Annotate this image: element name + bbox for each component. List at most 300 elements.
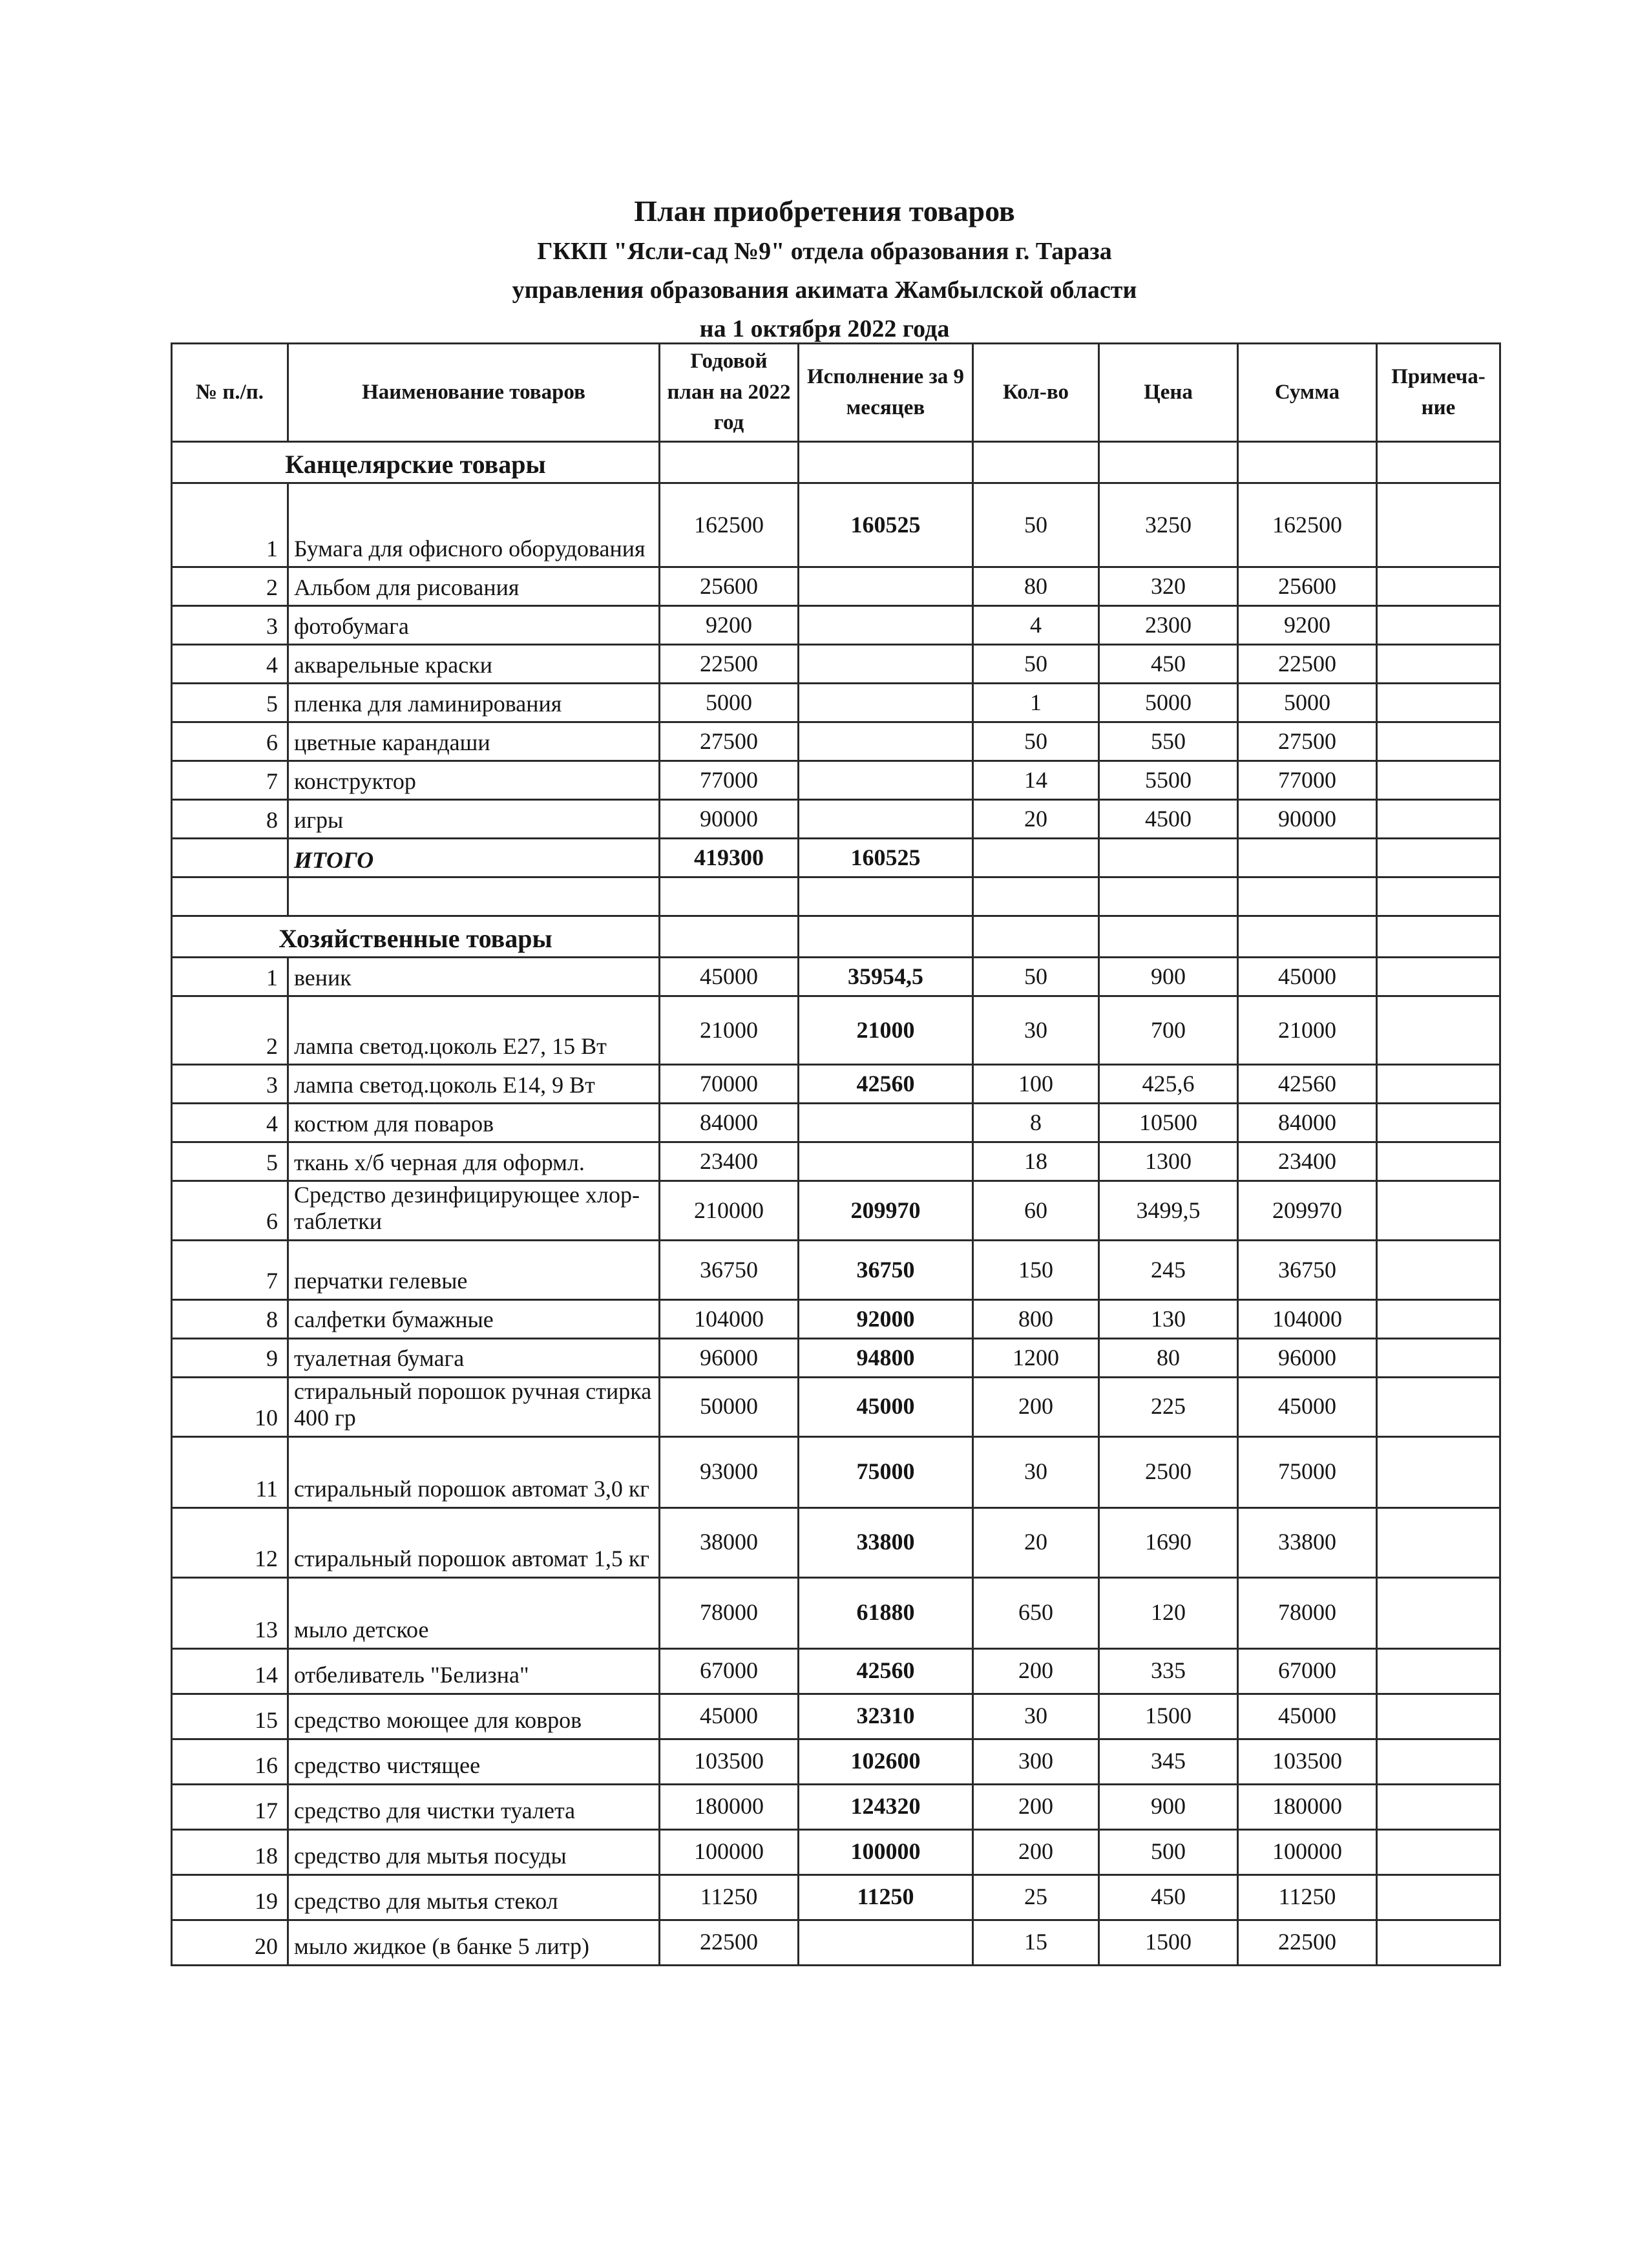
quantity-cell: 1200 — [973, 1338, 1099, 1377]
item-name: средство для мытья стекол — [288, 1874, 660, 1920]
annual-plan-cell: 21000 — [660, 996, 799, 1065]
annual-plan-cell: 22500 — [660, 1920, 799, 1965]
col-header-sum: Сумма — [1238, 344, 1377, 442]
note-cell — [1377, 1739, 1500, 1784]
table-row — [172, 958, 1500, 996]
price-cell: 500 — [1099, 1829, 1238, 1874]
note-cell — [1377, 1874, 1500, 1920]
sum-cell: 22500 — [1238, 1920, 1377, 1965]
empty-cell — [1377, 916, 1500, 958]
note-cell — [1377, 645, 1500, 684]
note-cell — [1377, 1181, 1500, 1241]
section-header-row — [172, 916, 1500, 958]
note-cell — [1377, 1436, 1500, 1507]
quantity-cell: 80 — [973, 567, 1099, 606]
sum-cell: 78000 — [1238, 1577, 1377, 1648]
table-row — [172, 1299, 1500, 1338]
price-cell: 130 — [1099, 1299, 1238, 1338]
col-header-name: Наименование товаров — [288, 344, 660, 442]
quantity-cell: 20 — [973, 1507, 1099, 1577]
quantity-cell: 50 — [973, 645, 1099, 684]
row-number: 5 — [172, 684, 288, 722]
note-cell — [1377, 1784, 1500, 1829]
item-name: средство для чистки туалета — [288, 1784, 660, 1829]
col-header-qty: Кол-во — [973, 344, 1099, 442]
price-cell: 10500 — [1099, 1104, 1238, 1142]
total-row — [172, 839, 1500, 877]
price-cell: 345 — [1099, 1739, 1238, 1784]
execution-cell: 160525 — [799, 483, 973, 567]
item-name: ткань х/б черная для оформл. — [288, 1142, 660, 1181]
col-header-num: № п./п. — [172, 344, 288, 442]
execution-cell: 35954,5 — [799, 958, 973, 996]
annual-plan-cell: 180000 — [660, 1784, 799, 1829]
note-cell — [1377, 958, 1500, 996]
annual-plan-cell: 5000 — [660, 684, 799, 722]
annual-plan-cell: 36750 — [660, 1240, 799, 1299]
quantity-cell: 100 — [973, 1065, 1099, 1104]
quantity-cell: 800 — [973, 1299, 1099, 1338]
sum-cell: 11250 — [1238, 1874, 1377, 1920]
empty-cell — [1238, 877, 1377, 916]
empty-cell — [1099, 877, 1238, 916]
price-cell: 550 — [1099, 722, 1238, 761]
organization-line: ГККП "Ясли-сад №9" отдела образования г. Тараза — [537, 238, 1112, 265]
quantity-cell: 15 — [973, 1920, 1099, 1965]
table-row — [172, 1694, 1500, 1739]
annual-plan-cell: 78000 — [660, 1577, 799, 1648]
table-row — [172, 1240, 1500, 1299]
execution-cell: 11250 — [799, 1874, 973, 1920]
annual-plan-cell: 93000 — [660, 1436, 799, 1507]
table-row — [172, 1181, 1500, 1241]
annual-plan-cell: 9200 — [660, 606, 799, 645]
sum-cell: 84000 — [1238, 1104, 1377, 1142]
note-cell — [1377, 1142, 1500, 1181]
empty-cell — [973, 877, 1099, 916]
quantity-cell: 25 — [973, 1874, 1099, 1920]
quantity-cell: 200 — [973, 1648, 1099, 1694]
price-cell: 900 — [1099, 1784, 1238, 1829]
price-cell: 2500 — [1099, 1436, 1238, 1507]
price-cell: 245 — [1099, 1240, 1238, 1299]
item-name: лампа светод.цоколь Е14, 9 Вт — [288, 1065, 660, 1104]
annual-plan-cell: 210000 — [660, 1181, 799, 1241]
annual-plan-cell: 45000 — [660, 958, 799, 996]
quantity-cell: 50 — [973, 722, 1099, 761]
item-name: средство для мытья посуды — [288, 1829, 660, 1874]
row-number: 3 — [172, 1065, 288, 1104]
table-row — [172, 1577, 1500, 1648]
row-number: 8 — [172, 1299, 288, 1338]
table-row — [172, 996, 1500, 1065]
quantity-cell: 30 — [973, 1436, 1099, 1507]
empty-cell — [1099, 916, 1238, 958]
note-cell — [1377, 1648, 1500, 1694]
quantity-cell: 30 — [973, 996, 1099, 1065]
row-number: 17 — [172, 1784, 288, 1829]
price-cell: 3250 — [1099, 483, 1238, 567]
empty-cell — [973, 839, 1099, 877]
row-number: 13 — [172, 1577, 288, 1648]
item-name: Бумага для офисного оборудования — [288, 483, 660, 567]
annual-plan-cell: 27500 — [660, 722, 799, 761]
item-name: стиральный порошок ручная стирка 400 гр — [288, 1377, 660, 1436]
sum-cell: 23400 — [1238, 1142, 1377, 1181]
row-number: 6 — [172, 1181, 288, 1241]
empty-cell — [1238, 916, 1377, 958]
table-row — [172, 483, 1500, 567]
row-number: 2 — [172, 567, 288, 606]
price-cell: 225 — [1099, 1377, 1238, 1436]
quantity-cell: 20 — [973, 800, 1099, 839]
price-cell: 120 — [1099, 1577, 1238, 1648]
note-cell — [1377, 1338, 1500, 1377]
note-cell — [1377, 1577, 1500, 1648]
empty-cell — [799, 442, 973, 483]
item-name: стиральный порошок автомат 3,0 кг — [288, 1436, 660, 1507]
table-row — [172, 722, 1500, 761]
sum-cell: 33800 — [1238, 1507, 1377, 1577]
quantity-cell: 150 — [973, 1240, 1099, 1299]
price-cell: 3499,5 — [1099, 1181, 1238, 1241]
sum-cell: 180000 — [1238, 1784, 1377, 1829]
table-row — [172, 1784, 1500, 1829]
sum-cell: 22500 — [1238, 645, 1377, 684]
sum-cell: 96000 — [1238, 1338, 1377, 1377]
table-row — [172, 1648, 1500, 1694]
row-number: 5 — [172, 1142, 288, 1181]
quantity-cell: 650 — [973, 1577, 1099, 1648]
row-number: 18 — [172, 1829, 288, 1874]
price-cell: 1500 — [1099, 1920, 1238, 1965]
empty-cell — [1099, 839, 1238, 877]
price-cell: 4500 — [1099, 800, 1238, 839]
execution-cell: 45000 — [799, 1377, 973, 1436]
execution-cell: 124320 — [799, 1784, 973, 1829]
execution-cell — [799, 1920, 973, 1965]
quantity-cell: 14 — [973, 761, 1099, 800]
execution-cell: 75000 — [799, 1436, 973, 1507]
sum-cell: 45000 — [1238, 958, 1377, 996]
item-name: мыло детское — [288, 1577, 660, 1648]
note-cell — [1377, 1694, 1500, 1739]
annual-plan-cell: 100000 — [660, 1829, 799, 1874]
sum-cell: 27500 — [1238, 722, 1377, 761]
quantity-cell: 60 — [973, 1181, 1099, 1241]
empty-cell — [973, 442, 1099, 483]
annual-plan-cell: 77000 — [660, 761, 799, 800]
sum-cell: 25600 — [1238, 567, 1377, 606]
annual-plan-cell: 84000 — [660, 1104, 799, 1142]
price-cell: 1690 — [1099, 1507, 1238, 1577]
row-number: 11 — [172, 1436, 288, 1507]
item-name: конструктор — [288, 761, 660, 800]
item-name: салфетки бумажные — [288, 1299, 660, 1338]
note-cell — [1377, 996, 1500, 1065]
item-name: фотобумага — [288, 606, 660, 645]
note-cell — [1377, 1240, 1500, 1299]
price-cell: 425,6 — [1099, 1065, 1238, 1104]
item-name: Альбом для рисования — [288, 567, 660, 606]
price-cell: 320 — [1099, 567, 1238, 606]
table-row — [172, 800, 1500, 839]
execution-cell: 33800 — [799, 1507, 973, 1577]
price-cell: 2300 — [1099, 606, 1238, 645]
execution-cell — [799, 800, 973, 839]
note-cell — [1377, 1377, 1500, 1436]
quantity-cell: 200 — [973, 1829, 1099, 1874]
quantity-cell: 18 — [973, 1142, 1099, 1181]
row-number: 4 — [172, 1104, 288, 1142]
annual-plan-cell: 90000 — [660, 800, 799, 839]
row-number: 16 — [172, 1739, 288, 1784]
row-number: 1 — [172, 958, 288, 996]
price-cell: 450 — [1099, 1874, 1238, 1920]
execution-cell — [799, 722, 973, 761]
execution-cell: 36750 — [799, 1240, 973, 1299]
table-row — [172, 567, 1500, 606]
department-line: управления образования акимата Жамбылской области — [512, 277, 1137, 304]
sum-cell: 104000 — [1238, 1299, 1377, 1338]
execution-cell — [799, 1104, 973, 1142]
table-row — [172, 1065, 1500, 1104]
section-title: Хозяйственные товары — [172, 916, 660, 958]
col-header-exec: Исполнение за 9 месяцев — [799, 344, 973, 442]
annual-plan-cell: 23400 — [660, 1142, 799, 1181]
annual-plan-cell: 25600 — [660, 567, 799, 606]
note-cell — [1377, 606, 1500, 645]
execution-cell: 102600 — [799, 1739, 973, 1784]
row-number: 3 — [172, 606, 288, 645]
empty-cell — [172, 839, 288, 877]
section-title: Канцелярские товары — [172, 442, 660, 483]
empty-cell — [1099, 442, 1238, 483]
price-cell: 80 — [1099, 1338, 1238, 1377]
document-title: План приобретения товаров — [634, 194, 1015, 227]
empty-cell — [973, 916, 1099, 958]
item-name: цветные карандаши — [288, 722, 660, 761]
table-row — [172, 684, 1500, 722]
execution-cell: 92000 — [799, 1299, 973, 1338]
price-cell: 900 — [1099, 958, 1238, 996]
quantity-cell: 30 — [973, 1694, 1099, 1739]
execution-cell: 100000 — [799, 1829, 973, 1874]
table-row — [172, 1829, 1500, 1874]
empty-cell — [288, 877, 660, 916]
empty-cell — [660, 916, 799, 958]
empty-cell — [1238, 839, 1377, 877]
price-cell: 1300 — [1099, 1142, 1238, 1181]
quantity-cell: 200 — [973, 1377, 1099, 1436]
total-exec: 160525 — [799, 839, 973, 877]
total-label: ИТОГО — [288, 839, 660, 877]
item-name: мыло жидкое (в банке 5 литр) — [288, 1920, 660, 1965]
note-cell — [1377, 483, 1500, 567]
empty-cell — [660, 877, 799, 916]
annual-plan-cell: 162500 — [660, 483, 799, 567]
item-name: веник — [288, 958, 660, 996]
sum-cell: 162500 — [1238, 483, 1377, 567]
empty-cell — [1238, 442, 1377, 483]
row-number: 9 — [172, 1338, 288, 1377]
total-plan: 419300 — [660, 839, 799, 877]
annual-plan-cell: 11250 — [660, 1874, 799, 1920]
table-row — [172, 1142, 1500, 1181]
sum-cell: 45000 — [1238, 1377, 1377, 1436]
execution-cell: 42560 — [799, 1648, 973, 1694]
row-number: 8 — [172, 800, 288, 839]
item-name: Средство дезинфицирующее хлор-таблетки — [288, 1181, 660, 1241]
date-line: на 1 октября 2022 года — [699, 315, 950, 342]
item-name: средство моющее для ковров — [288, 1694, 660, 1739]
note-cell — [1377, 722, 1500, 761]
table-row — [172, 1436, 1500, 1507]
purchase-plan-table — [171, 342, 1501, 1966]
quantity-cell: 300 — [973, 1739, 1099, 1784]
spacer-row — [172, 877, 1500, 916]
price-cell: 1500 — [1099, 1694, 1238, 1739]
sum-cell: 67000 — [1238, 1648, 1377, 1694]
annual-plan-cell: 70000 — [660, 1065, 799, 1104]
quantity-cell: 50 — [973, 483, 1099, 567]
item-name: туалетная бумага — [288, 1338, 660, 1377]
row-number: 4 — [172, 645, 288, 684]
execution-cell: 61880 — [799, 1577, 973, 1648]
table-row — [172, 1507, 1500, 1577]
table-row — [172, 1920, 1500, 1965]
empty-cell — [799, 916, 973, 958]
sum-cell: 90000 — [1238, 800, 1377, 839]
note-cell — [1377, 1920, 1500, 1965]
row-number: 2 — [172, 996, 288, 1065]
row-number: 15 — [172, 1694, 288, 1739]
col-header-note: Примеча-ние — [1377, 344, 1500, 442]
empty-cell — [799, 877, 973, 916]
execution-cell: 32310 — [799, 1694, 973, 1739]
note-cell — [1377, 800, 1500, 839]
sum-cell: 45000 — [1238, 1694, 1377, 1739]
table-row — [172, 1739, 1500, 1784]
note-cell — [1377, 761, 1500, 800]
table-row — [172, 645, 1500, 684]
quantity-cell: 200 — [973, 1784, 1099, 1829]
execution-cell: 94800 — [799, 1338, 973, 1377]
table-row — [172, 606, 1500, 645]
price-cell: 450 — [1099, 645, 1238, 684]
execution-cell — [799, 1142, 973, 1181]
item-name: стиральный порошок автомат 1,5 кг — [288, 1507, 660, 1577]
row-number: 19 — [172, 1874, 288, 1920]
price-cell: 5500 — [1099, 761, 1238, 800]
item-name: отбеливатель "Белизна" — [288, 1648, 660, 1694]
annual-plan-cell: 96000 — [660, 1338, 799, 1377]
note-cell — [1377, 1065, 1500, 1104]
execution-cell — [799, 567, 973, 606]
sum-cell: 36750 — [1238, 1240, 1377, 1299]
quantity-cell: 8 — [973, 1104, 1099, 1142]
table-row — [172, 1104, 1500, 1142]
execution-cell — [799, 606, 973, 645]
section-header-row — [172, 442, 1500, 483]
annual-plan-cell: 38000 — [660, 1507, 799, 1577]
annual-plan-cell: 22500 — [660, 645, 799, 684]
empty-cell — [1377, 839, 1500, 877]
item-name: акварельные краски — [288, 645, 660, 684]
table-row — [172, 1874, 1500, 1920]
sum-cell: 75000 — [1238, 1436, 1377, 1507]
sum-cell: 21000 — [1238, 996, 1377, 1065]
item-name: игры — [288, 800, 660, 839]
sum-cell: 100000 — [1238, 1829, 1377, 1874]
col-header-price: Цена — [1099, 344, 1238, 442]
note-cell — [1377, 1829, 1500, 1874]
note-cell — [1377, 684, 1500, 722]
item-name: перчатки гелевые — [288, 1240, 660, 1299]
sum-cell: 9200 — [1238, 606, 1377, 645]
quantity-cell: 50 — [973, 958, 1099, 996]
sum-cell: 103500 — [1238, 1739, 1377, 1784]
table-row — [172, 1338, 1500, 1377]
execution-cell: 209970 — [799, 1181, 973, 1241]
execution-cell — [799, 761, 973, 800]
sum-cell: 5000 — [1238, 684, 1377, 722]
table-header-row — [172, 344, 1500, 442]
note-cell — [1377, 1104, 1500, 1142]
item-name: костюм для поваров — [288, 1104, 660, 1142]
table-row — [172, 761, 1500, 800]
row-number: 1 — [172, 483, 288, 567]
price-cell: 335 — [1099, 1648, 1238, 1694]
annual-plan-cell: 50000 — [660, 1377, 799, 1436]
row-number: 10 — [172, 1377, 288, 1436]
empty-cell — [1377, 877, 1500, 916]
empty-cell — [1377, 442, 1500, 483]
row-number: 7 — [172, 1240, 288, 1299]
row-number: 12 — [172, 1507, 288, 1577]
empty-cell — [660, 442, 799, 483]
sum-cell: 77000 — [1238, 761, 1377, 800]
quantity-cell: 1 — [973, 684, 1099, 722]
sum-cell: 209970 — [1238, 1181, 1377, 1241]
annual-plan-cell: 104000 — [660, 1299, 799, 1338]
note-cell — [1377, 1299, 1500, 1338]
execution-cell: 21000 — [799, 996, 973, 1065]
annual-plan-cell: 67000 — [660, 1648, 799, 1694]
quantity-cell: 4 — [973, 606, 1099, 645]
item-name: лампа светод.цоколь Е27, 15 Вт — [288, 996, 660, 1065]
price-cell: 700 — [1099, 996, 1238, 1065]
item-name: пленка для ламинирования — [288, 684, 660, 722]
execution-cell — [799, 684, 973, 722]
col-header-plan: Годовой план на 2022 год — [660, 344, 799, 442]
item-name: средство чистящее — [288, 1739, 660, 1784]
note-cell — [1377, 567, 1500, 606]
annual-plan-cell: 103500 — [660, 1739, 799, 1784]
annual-plan-cell: 45000 — [660, 1694, 799, 1739]
execution-cell: 42560 — [799, 1065, 973, 1104]
row-number: 20 — [172, 1920, 288, 1965]
row-number: 7 — [172, 761, 288, 800]
table-row — [172, 1377, 1500, 1436]
row-number: 6 — [172, 722, 288, 761]
price-cell: 5000 — [1099, 684, 1238, 722]
execution-cell — [799, 645, 973, 684]
sum-cell: 42560 — [1238, 1065, 1377, 1104]
empty-cell — [172, 877, 288, 916]
note-cell — [1377, 1507, 1500, 1577]
row-number: 14 — [172, 1648, 288, 1694]
